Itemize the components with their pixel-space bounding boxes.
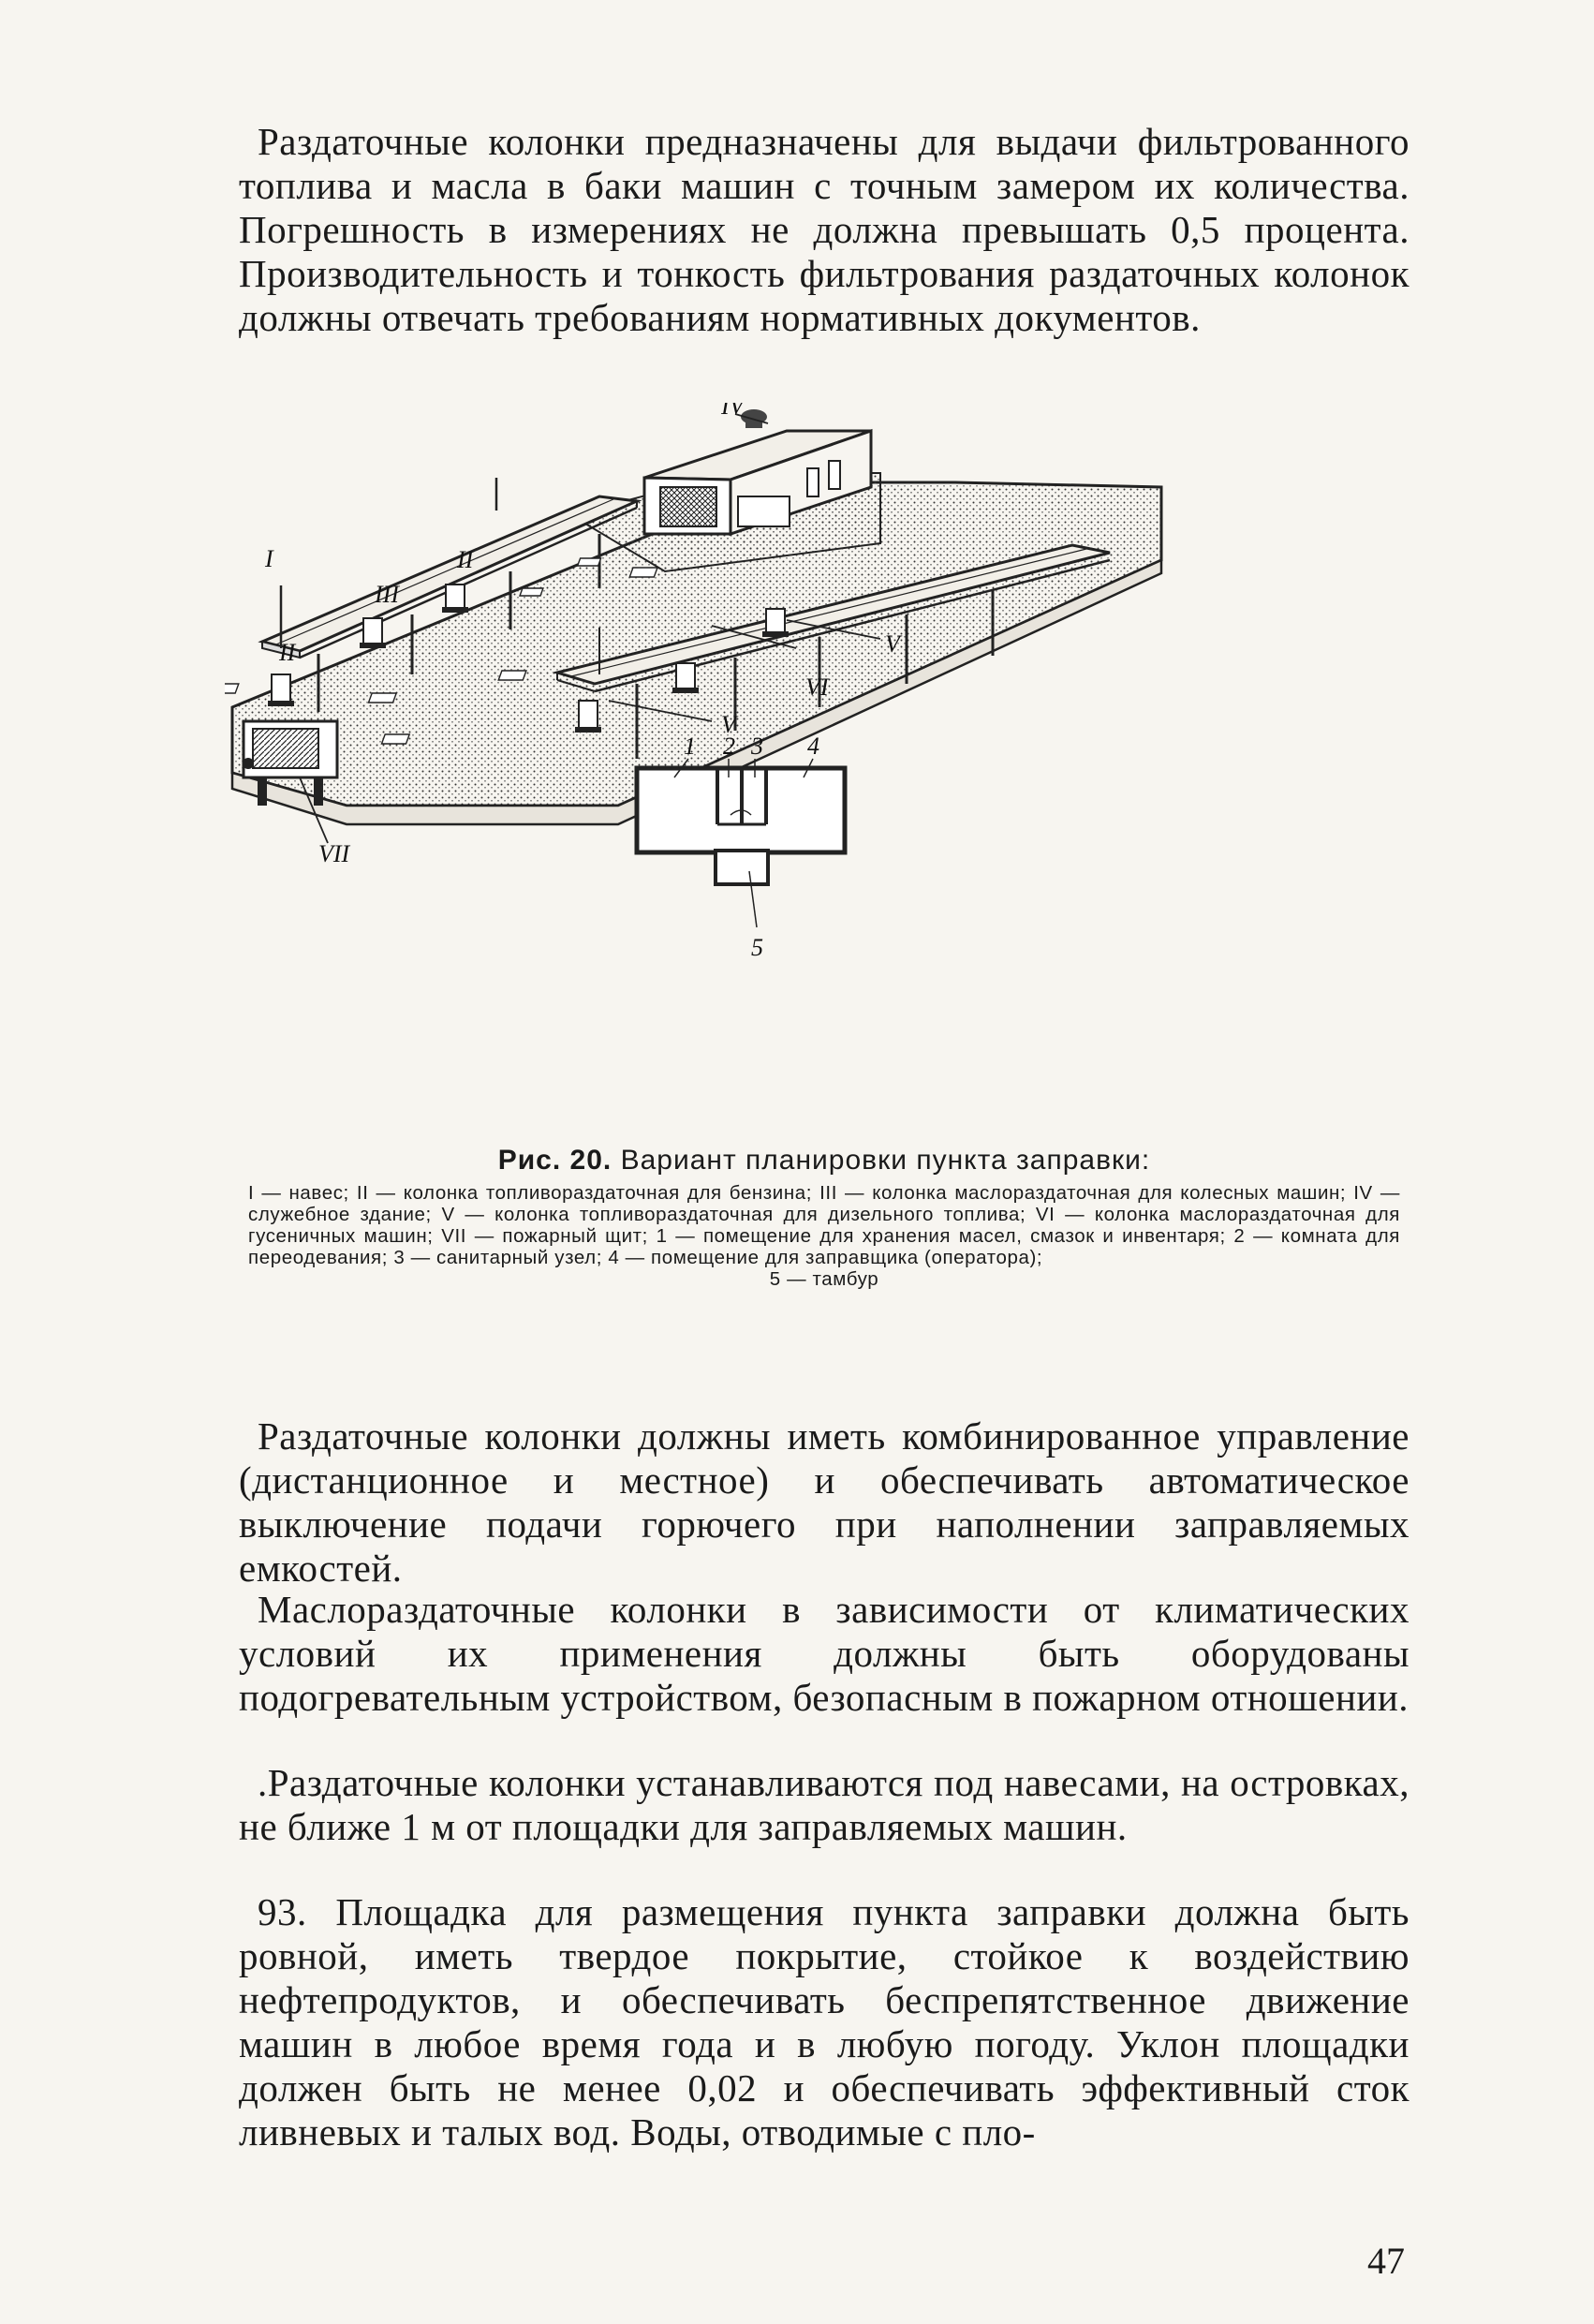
label-IV: IV <box>721 403 745 420</box>
dispenser-V-left <box>575 701 601 733</box>
paragraph-2: Раздаточные колонки должны иметь комбинированное управление (дистанционное и местное) и обеспечивать автоматическое выключение подачи горючего при наполнении заправляемых емкостей. <box>239 1414 1410 1590</box>
plan-label-1: 1 <box>684 733 696 760</box>
label-VII: VII <box>318 840 350 867</box>
plan-label-5: 5 <box>751 934 763 961</box>
label-I: I <box>265 545 273 572</box>
figure-caption-title <box>239 1145 1410 1177</box>
figure-legend-text: I — навес; II — колонка топливораздаточная для бензина; III — колонка маслораздаточная для колесных машин; IV — служебное здание; V — колонка топливораздаточная для дизельного топлива; VI — колонка маслораздаточная для гусеничных машин; VII — пожарный щит; 1 — помещение для хранения масел, смазок и инвентаря; 2 — комната для переодевания; 3 — санитарный узел; 4 — помещение для заправщика (оператора); <box>248 1182 1400 1268</box>
dispenser-III <box>360 618 386 648</box>
paragraph-4: .Раздаточные колонки устанавливаются под навесами, на островках, не ближе 1 м от площадки для заправляемых машин. <box>239 1761 1410 1848</box>
plan-label-2: 2 <box>723 733 735 760</box>
label-II-left: II <box>279 639 296 666</box>
figure-legend <box>248 1182 1400 1290</box>
dispenser-VI <box>672 663 699 693</box>
label-VI: VI <box>805 674 829 701</box>
label-II-right: II <box>457 546 474 573</box>
label-III: III <box>375 581 399 608</box>
floor-plan <box>637 759 845 927</box>
paragraph-3: Маслораздаточные колонки в зависимости от климатических условий их применения должны быть оборудованы подогревательным устройством, безопасным в пожарном отношении. <box>239 1588 1410 1719</box>
paragraph-1: Раздаточные колонки предназначены для выдачи фильтрованного топлива и масла в баки машин с точным замером их количества. Погрешность в измерениях не должна превышать 0,5 процента. Производительность и тонкость фильтрования раздаточных колонок должны отвечать требованиям нормативных документов. <box>239 120 1410 339</box>
dispenser-II-right <box>442 585 468 613</box>
plan-label-3: 3 <box>751 733 763 760</box>
label-V-right: V <box>885 630 900 658</box>
figure-legend-last: 5 — тамбур <box>769 1268 879 1290</box>
dispenser-II-left <box>268 674 294 706</box>
figure-number: Рис. 20. <box>497 1145 613 1176</box>
figure-title: Вариант планировки пункта заправки: <box>612 1145 1151 1176</box>
label-V-left: V <box>721 711 736 738</box>
page-number: 47 <box>1367 2240 1405 2282</box>
figure-20-fueling-station-layout <box>225 403 1405 1143</box>
paragraph-5: 93. Площадка для размещения пункта заправки должна быть ровной, иметь твердое покрытие, стойкое к воздействию нефтепродуктов, и обеспечивать беспрепятственное движение машин в любое время года и в любую погоду. Уклон площадки должен быть не менее 0,02 и обеспечивать эффективный сток ливневых и талых вод. Воды, отводимые с пло- <box>239 1890 1410 2154</box>
dispenser-V-right <box>762 609 789 637</box>
plan-label-4: 4 <box>807 733 819 760</box>
